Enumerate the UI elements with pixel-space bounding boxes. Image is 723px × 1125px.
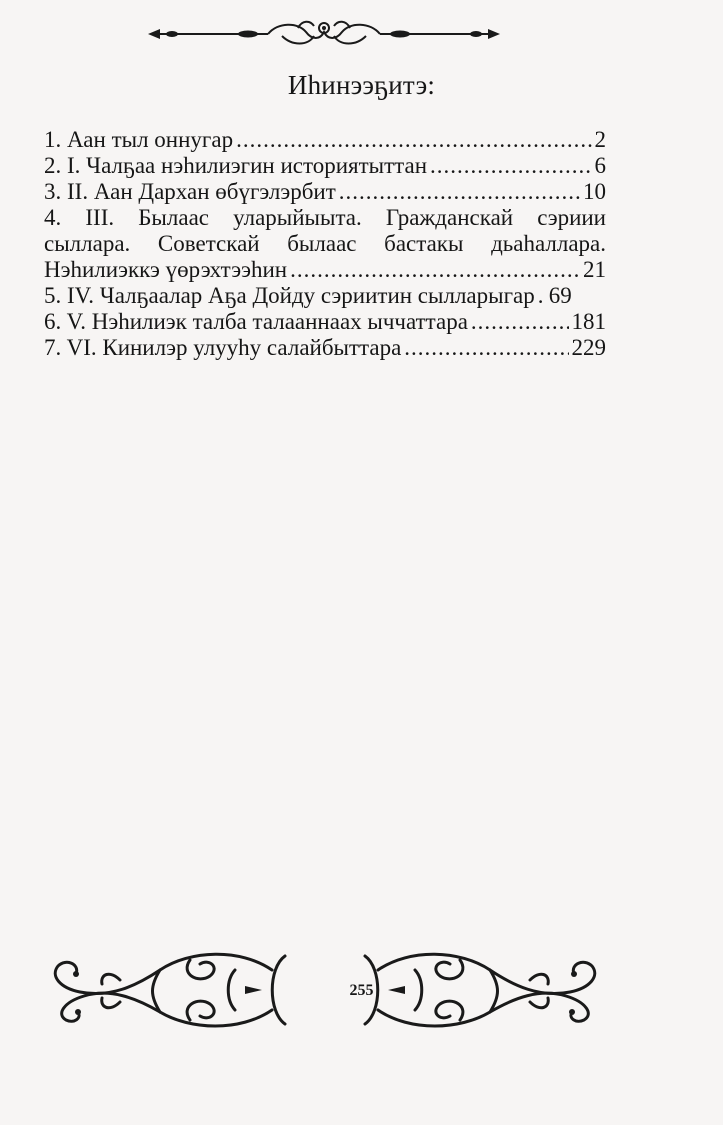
dot-leader [538, 283, 546, 309]
toc-entry-page: 21 [583, 257, 606, 282]
top-ornament-icon [148, 14, 500, 54]
toc-entry-label: 1. Аан тыл оннугар [44, 127, 234, 152]
dot-leader [290, 257, 580, 283]
toc-entry-label: 3. II. Аан Дархан өбүгэлэрбит [44, 179, 336, 204]
toc-entry-3 [44, 179, 606, 205]
toc-entry-last-line [44, 257, 606, 283]
dot-leader [404, 335, 568, 361]
toc-entry-1 [44, 127, 606, 153]
page-number: 255 [349, 982, 374, 999]
toc-entry-label: 6. V. Нэhилиэк талба талааннаах ыччаттара [44, 309, 468, 334]
toc-entry-page: 10 [583, 179, 606, 204]
toc-entry-page: 69 [548, 283, 572, 308]
toc-entry-label: 7. VI. Кинилэр улууhу салайбыттара [44, 335, 402, 360]
contents-title: Иhинээҕитэ: [287, 70, 436, 100]
reverse-page-bleed [0, 385, 723, 945]
toc-entry-page: 229 [571, 335, 606, 360]
toc-entry-6 [44, 309, 606, 335]
toc-entry-4 [44, 205, 606, 283]
table-of-contents [44, 127, 606, 361]
dot-leader [339, 179, 580, 205]
toc-entry-label: 2. I. Чалҕаа нэhилиэгин историятыттан [44, 153, 428, 178]
dot-leader [430, 153, 591, 179]
toc-entry-label: Нэhилиэккэ үөрэхтээhин [44, 257, 288, 282]
toc-entry-line: 4. III. Былаас уларыйыыта. Гражданскай сэриии [44, 205, 606, 230]
dot-leader [471, 309, 569, 335]
toc-entry-7 [44, 335, 606, 361]
toc-entry-page: 6 [594, 153, 606, 178]
toc-entry-page: 2 [594, 127, 606, 152]
toc-entry-page: 181 [571, 309, 606, 334]
toc-entry-5 [44, 283, 606, 309]
toc-entry-line: сыллара. Советскай былаас бастакы дьаhаллара. [44, 231, 606, 256]
toc-entry-2 [44, 153, 606, 179]
toc-entry-label: 5. IV. Чалҕаалар Аҕа Дойду сэриитин сылларыгар [44, 283, 535, 308]
dot-leader [236, 127, 591, 153]
